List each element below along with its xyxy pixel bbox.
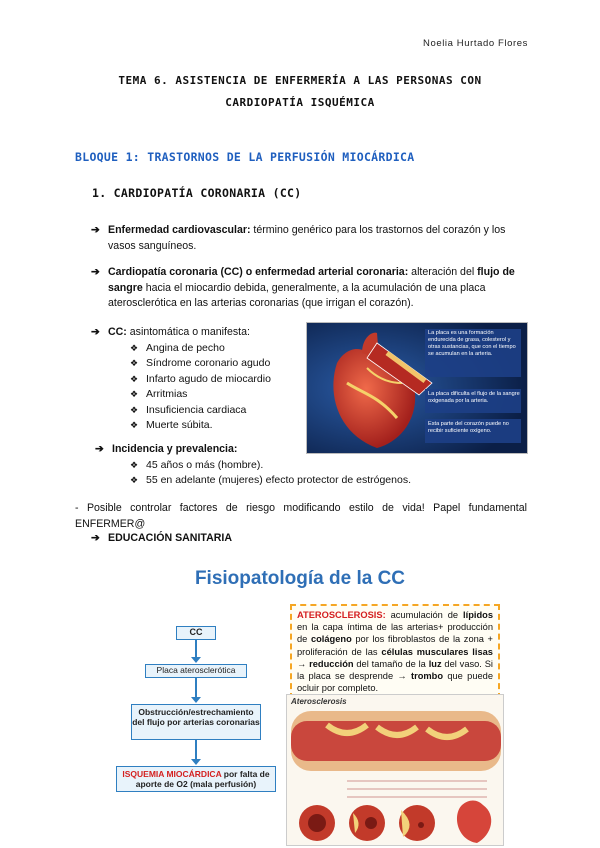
arrow-icon: ➔: [91, 266, 100, 278]
arrow-icon: ➔: [95, 443, 104, 455]
definition: asintomática o manifesta:: [126, 326, 250, 338]
athero-bold: lípidos: [463, 610, 493, 620]
fisiopatologia-title: Fisiopatología de la CC: [194, 568, 406, 589]
athero-text: del vaso. Si la placa se desprende →: [297, 658, 493, 682]
flow-box-plaque: Placa aterosclerótica: [145, 664, 247, 678]
flow-arrow: [195, 678, 197, 698]
athero-term: ATEROSCLEROSIS:: [297, 610, 386, 620]
term: Cardiopatía coronaria (CC) o enfermedad arterial coronaria:: [108, 266, 409, 278]
cc-manifestation-item: ❖ Angina de pecho: [130, 341, 298, 357]
item-cardiovascular: [91, 223, 528, 254]
arrow-icon: ➔: [91, 532, 100, 544]
definition: término genérico para los trastornos del corazón y los vasos sanguíneos.: [108, 224, 506, 252]
athero-bold: colágeno: [310, 634, 352, 645]
heart-plaque-image: [306, 322, 528, 454]
cc-manifestations-list: [130, 341, 298, 434]
item-cc: [91, 325, 298, 434]
athero-bold: células musculares lisas: [381, 646, 493, 657]
athero-bold: luz: [428, 658, 442, 669]
arrow-icon: ➔: [91, 326, 100, 338]
athero-text: acumulación de: [385, 610, 464, 620]
section-heading: 1. CARDIOPATÍA CORONARIA (CC): [92, 186, 302, 200]
definition-bold: flujo de sangre: [108, 266, 515, 294]
artery-illustration: [287, 695, 503, 845]
incidence-item: ❖ 45 años o más (hombre).: [130, 458, 532, 474]
cc-manifestation-item: ❖ Síndrome coronario agudo: [130, 356, 298, 372]
incidence-item: ❖ 55 en adelante (mujeres) efecto protector de estrógenos.: [130, 473, 532, 489]
flow-arrow: [195, 740, 197, 760]
title-line-2: CARDIOPATÍA ISQUÉMICA: [225, 96, 375, 109]
note-paragraph: - Posible controlar factores de riesgo modificando estilo de vida! Papel fundamental ENFERMER@: [75, 502, 527, 530]
atherosclerosis-image: [286, 694, 504, 846]
heart-label-3: Esta parte del corazón puede no recibir suficiente oxígeno.: [428, 421, 509, 434]
athero-text: que puede ocluir por completo.: [297, 671, 494, 694]
incidence-list: [130, 458, 532, 489]
education-label: EDUCACIÓN SANITARIA: [108, 532, 232, 544]
arrow-icon: ➔: [91, 224, 100, 236]
athero-text: del tamaño de la: [353, 658, 429, 669]
flow-arrow: [195, 640, 197, 658]
note-education: [91, 531, 232, 547]
flow-box-cc: CC: [176, 626, 216, 640]
athero-text: →: [297, 658, 310, 669]
cc-manifestation-item: ❖ Muerte súbita.: [130, 418, 298, 434]
author-name: Noelia Hurtado Flores: [422, 38, 528, 49]
flow-box-ischemia: [116, 766, 276, 792]
item-coronary: [91, 265, 528, 312]
definition-part: hacia el miocardio debida, generalmente, a la acumulación de una placa aterosclerótica en las arterias coronarias (que irrigan el corazón).: [108, 281, 486, 309]
cc-manifestation-item: ❖ Insuficiencia cardiaca: [130, 403, 298, 419]
atherosclerosis-box: [290, 604, 500, 699]
definition-part: alteración del: [408, 266, 478, 278]
block-heading: BLOQUE 1: TRASTORNOS DE LA PERFUSIÓN MIOCÁRDICA: [75, 150, 415, 164]
document-title: [60, 70, 540, 114]
ischemia-term: ISQUEMIA MIOCÁRDICA: [122, 769, 222, 779]
flow-box-obstruction: Obstrucción/estrechamiento del flujo por arterias coronarias: [131, 704, 261, 740]
cc-manifestation-item: ❖ Infarto agudo de miocardio: [130, 372, 298, 388]
item-incidence: [95, 442, 532, 489]
athero-image-label: Aterosclerosis: [291, 697, 347, 706]
heart-label-2: La placa dificulta el flujo de la sangre oxigenada por la arteria.: [428, 391, 520, 404]
term: CC:: [108, 326, 127, 338]
term: Incidencia y prevalencia:: [112, 443, 238, 455]
title-line-1: TEMA 6. ASISTENCIA DE ENFERMERÍA A LAS PERSONAS CON: [118, 74, 482, 87]
athero-text: por los fibroblastos de la zona + proliferación de las: [297, 634, 493, 657]
athero-bold: reducción: [309, 658, 354, 669]
ischemia-rest: por falta de aporte de O2 (mala perfusión): [135, 769, 270, 789]
heart-label-1: La placa es una formación endurecida de grasa, colesterol y otras sustancias, que con el tiempo se acumulan en la arteria.: [428, 330, 516, 357]
athero-bold: trombo: [411, 671, 444, 682]
athero-text: en la capa íntima de las arterias+ producción de: [297, 622, 493, 645]
cc-manifestation-item: ❖ Arritmias: [130, 387, 298, 403]
term: Enfermedad cardiovascular:: [108, 224, 251, 236]
